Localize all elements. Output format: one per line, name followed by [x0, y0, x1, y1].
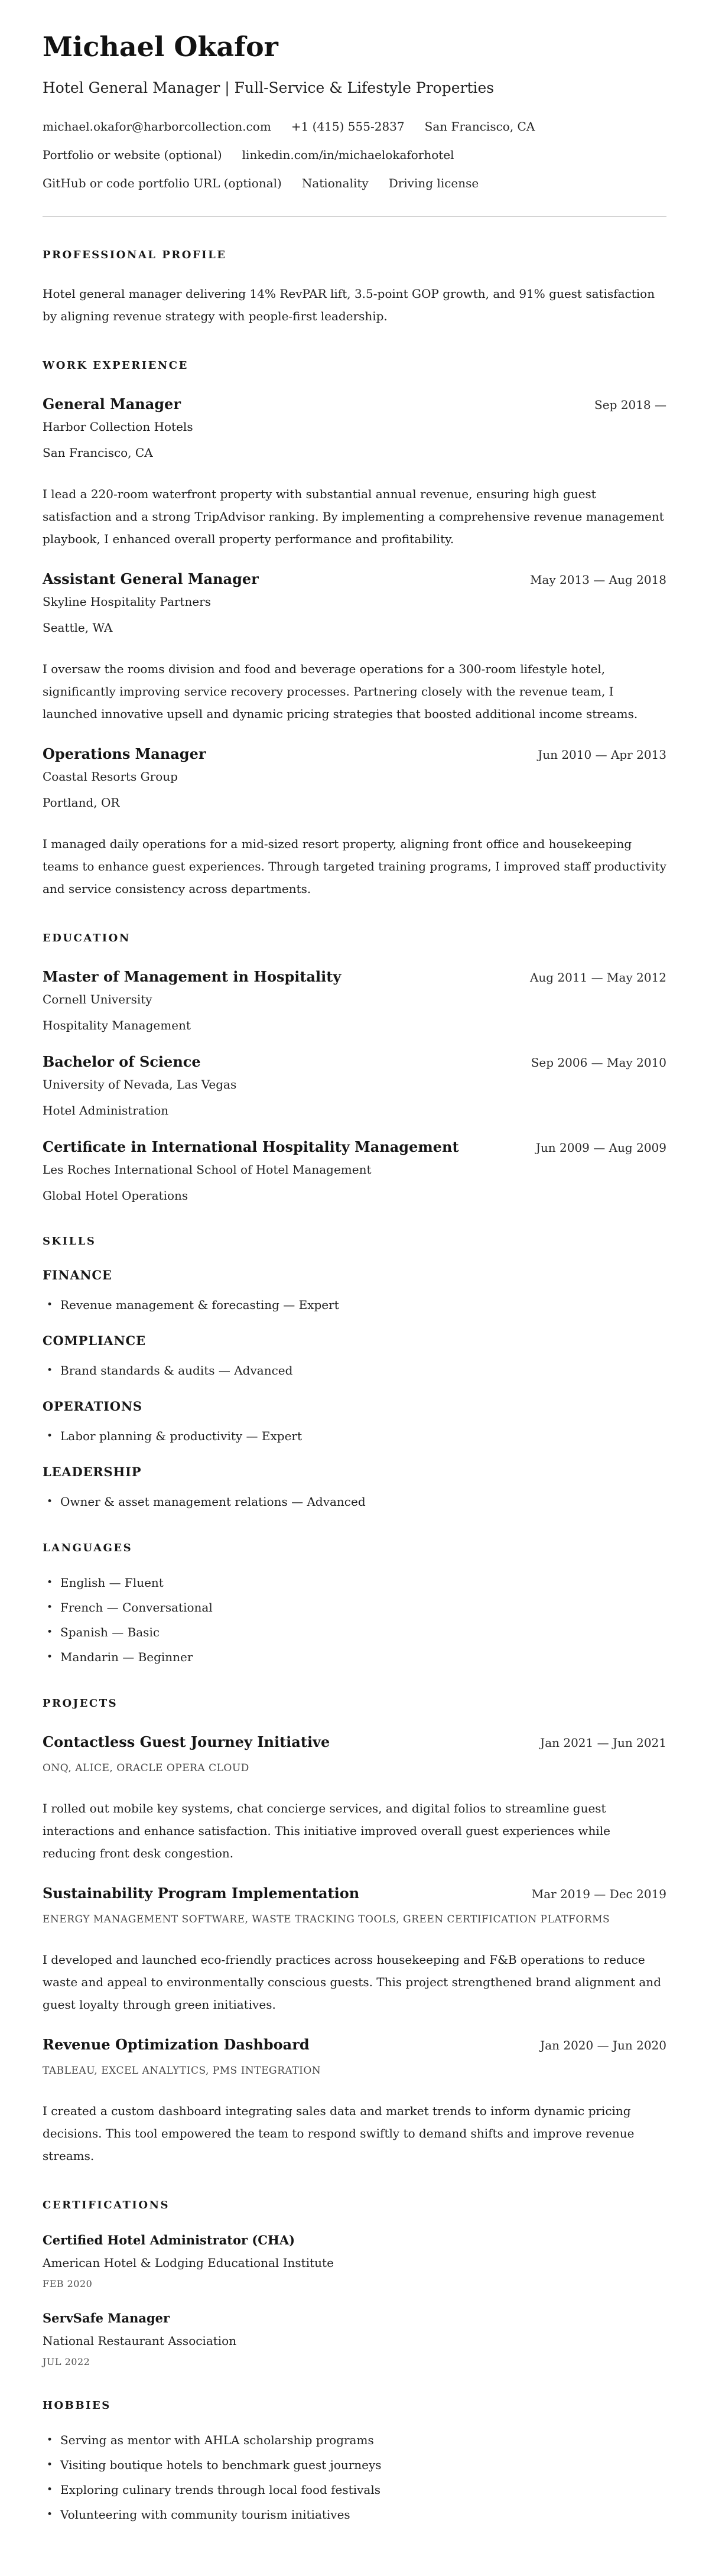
project-dates: Mar 2019 — Dec 2019 [531, 1886, 666, 1901]
skill-group-name: OPERATIONS [43, 1398, 142, 1414]
hobby-item: • Volunteering with community tourism initiatives [43, 2506, 666, 2523]
section-skills [43, 1235, 666, 1510]
skill-group-finance [43, 1268, 666, 1313]
contact-row-2 [43, 147, 666, 163]
contact-phone: +1 (415) 555-2837 [291, 119, 405, 134]
school-name: Cornell University [43, 992, 152, 1006]
skill-group-operations [43, 1399, 666, 1444]
education-entry [43, 1138, 666, 1203]
job-description: I managed daily operations for a mid-sized resort property, aligning front office and housekeeping teams to enhance guest experiences. Through targeted training programs, I improved staff productivity and service consistency across departments. [43, 836, 666, 896]
skill-item: • Revenue management & forecasting — Expert [43, 1297, 666, 1313]
project-entry [43, 2036, 666, 2167]
certification-entry [43, 2233, 666, 2289]
job-company: Coastal Resorts Group [43, 769, 178, 784]
degree-dates: Jun 2009 — Aug 2009 [535, 1140, 666, 1155]
skill-group-name: FINANCE [43, 1267, 112, 1282]
education-entry-head [43, 968, 666, 986]
education-entry [43, 1053, 666, 1118]
skill-list [43, 1428, 666, 1444]
language-item: • Mandarin — Beginner [43, 1649, 666, 1665]
contact-github-placeholder: GitHub or code portfolio URL (optional) [43, 176, 282, 190]
language-item: • English — Fluent [43, 1574, 666, 1591]
language-item: • French — Conversational [43, 1599, 666, 1616]
certifications-heading: CERTIFICATIONS [43, 2198, 170, 2211]
certification-issuer: National Restaurant Association [43, 2333, 237, 2348]
candidate-headline: Hotel General Manager | Full-Service & Lifestyle Properties [43, 79, 495, 97]
skill-list [43, 1297, 666, 1313]
candidate-name: Michael Okafor [43, 31, 278, 63]
language-item: • Spanish — Basic [43, 1624, 666, 1641]
certification-name: ServSafe Manager [43, 2310, 170, 2325]
job-dates: Jun 2010 — Apr 2013 [538, 747, 666, 762]
skill-group-leadership [43, 1464, 666, 1510]
degree-title: Master of Management in Hospitality [43, 967, 342, 985]
hobby-item: • Serving as mentor with AHLA scholarship programs [43, 2432, 666, 2448]
project-title: Revenue Optimization Dashboard [43, 2035, 310, 2053]
project-entry-head [43, 1733, 666, 1751]
project-tools: ENERGY MANAGEMENT SOFTWARE, WASTE TRACKING TOOLS, GREEN CERTIFICATION PLATFORMS [43, 1913, 610, 1925]
projects-heading: PROJECTS [43, 1697, 118, 1710]
contact-email: michael.okafor@harborcollection.com [43, 119, 271, 134]
skill-list [43, 1362, 666, 1379]
job-title: Assistant General Manager [43, 570, 259, 587]
work-entry [43, 570, 666, 725]
work-entry-head [43, 395, 666, 413]
project-description: I developed and launched eco-friendly practices across housekeeping and F&B operations to reduce waste and appeal to environmentally conscious guests. This project strengthened brand alignment and guest loyalty through green initiatives. [43, 1952, 661, 2012]
skill-group-name: LEADERSHIP [43, 1464, 142, 1479]
certification-issuer: American Hotel & Lodging Educational Institute [43, 2255, 334, 2270]
work-entry [43, 395, 666, 550]
hobby-item: • Visiting boutique hotels to benchmark guest journeys [43, 2457, 666, 2473]
contact-nationality-placeholder: Nationality [301, 176, 369, 190]
certification-date: JUL 2022 [43, 2356, 90, 2367]
work-entry-head [43, 745, 666, 763]
job-location: Seattle, WA [43, 620, 113, 635]
degree-title: Bachelor of Science [43, 1053, 201, 1070]
contact-row-1 [43, 118, 666, 135]
job-dates: Sep 2018 — [594, 397, 666, 412]
contact-block [43, 118, 666, 191]
professional-profile-heading: PROFESSIONAL PROFILE [43, 248, 227, 261]
contact-location: San Francisco, CA [424, 119, 535, 134]
job-company: Harbor Collection Hotels [43, 419, 193, 434]
degree-title: Certificate in International Hospitality Management [43, 1138, 459, 1155]
skill-item: • Brand standards & audits — Advanced [43, 1362, 666, 1379]
contact-linkedin: linkedin.com/in/michaelokaforhotel [242, 147, 454, 162]
project-dates: Jan 2020 — Jun 2020 [540, 2038, 666, 2052]
section-hobbies [43, 2399, 666, 2523]
field-of-study: Global Hotel Operations [43, 1188, 188, 1203]
section-professional-profile [43, 249, 666, 327]
skills-heading: SKILLS [43, 1235, 96, 1248]
contact-row-3 [43, 175, 666, 191]
project-entry [43, 1885, 666, 2016]
degree-dates: Sep 2006 — May 2010 [531, 1055, 666, 1070]
language-list [43, 1574, 666, 1665]
school-name: University of Nevada, Las Vegas [43, 1077, 237, 1092]
contact-portfolio-placeholder: Portfolio or website (optional) [43, 147, 222, 162]
skill-item: • Labor planning & productivity — Expert [43, 1428, 666, 1444]
work-entry [43, 745, 666, 900]
section-work-experience [43, 359, 666, 900]
hobby-list [43, 2432, 666, 2523]
skill-group-name: COMPLIANCE [43, 1333, 146, 1348]
section-education [43, 932, 666, 1203]
education-entry-head [43, 1053, 666, 1071]
job-location: Portland, OR [43, 795, 120, 810]
education-entry-head [43, 1138, 666, 1156]
education-entry [43, 968, 666, 1033]
project-title: Contactless Guest Journey Initiative [43, 1733, 330, 1750]
hobbies-heading: HOBBIES [43, 2399, 111, 2412]
project-tools: ONQ, ALICE, ORACLE OPERA CLOUD [43, 1762, 249, 1774]
contact-driving-license-placeholder: Driving license [388, 176, 479, 190]
degree-dates: Aug 2011 — May 2012 [529, 970, 666, 985]
field-of-study: Hotel Administration [43, 1103, 169, 1118]
resume-header [43, 31, 666, 217]
project-title: Sustainability Program Implementation [43, 1884, 360, 1902]
job-dates: May 2013 — Aug 2018 [529, 572, 666, 587]
school-name: Les Roches International School of Hotel Management [43, 1162, 372, 1177]
education-heading: EDUCATION [43, 931, 131, 944]
certification-date: FEB 2020 [43, 2278, 93, 2289]
section-certifications [43, 2199, 666, 2367]
work-entry-head [43, 570, 666, 588]
certification-name: Certified Hotel Administrator (CHA) [43, 2232, 295, 2247]
job-title: Operations Manager [43, 745, 206, 762]
job-company: Skyline Hospitality Partners [43, 594, 211, 609]
job-title: General Manager [43, 395, 181, 412]
skill-list [43, 1493, 666, 1510]
project-tools: TABLEAU, EXCEL ANALYTICS, PMS INTEGRATION [43, 2064, 321, 2077]
field-of-study: Hospitality Management [43, 1018, 191, 1032]
project-entry-head [43, 1885, 666, 1902]
project-description: I created a custom dashboard integrating sales data and market trends to inform dynamic pricing decisions. This tool empowered the team to respond swiftly to demand shifts and improve revenue streams. [43, 2103, 635, 2163]
project-entry [43, 1733, 666, 1864]
project-description: I rolled out mobile key systems, chat concierge services, and digital folios to streamline guest interactions and enhance satisfaction. This initiative improved overall guest experiences while reducing front desk congestion. [43, 1801, 611, 1860]
skill-item: • Owner & asset management relations — Advanced [43, 1493, 666, 1510]
project-entry-head [43, 2036, 666, 2054]
work-experience-heading: WORK EXPERIENCE [43, 359, 188, 372]
section-projects [43, 1697, 666, 2167]
header-divider [43, 216, 666, 217]
job-description: I lead a 220-room waterfront property with substantial annual revenue, ensuring high guest satisfaction and a strong TripAdvisor ranking. By implementing a comprehensive revenue management playbook, I enhanced overall property performance and profitability. [43, 486, 664, 546]
job-description: I oversaw the rooms division and food and beverage operations for a 300-room lifestyle hotel, significantly improving service recovery processes. Partnering closely with the revenue team, I launched innovative upsell and dynamic pricing strategies that boosted additional income streams. [43, 661, 638, 721]
job-location: San Francisco, CA [43, 445, 153, 460]
project-dates: Jan 2021 — Jun 2021 [540, 1735, 666, 1750]
skill-group-compliance [43, 1333, 666, 1379]
hobby-item: • Exploring culinary trends through local food festivals [43, 2481, 666, 2498]
languages-heading: LANGUAGES [43, 1541, 133, 1554]
certification-entry [43, 2311, 666, 2367]
professional-profile-text: Hotel general manager delivering 14% RevPAR lift, 3.5-point GOP growth, and 91% guest satisfaction by aligning revenue strategy with people-first leadership. [43, 286, 655, 323]
section-languages [43, 1542, 666, 1665]
